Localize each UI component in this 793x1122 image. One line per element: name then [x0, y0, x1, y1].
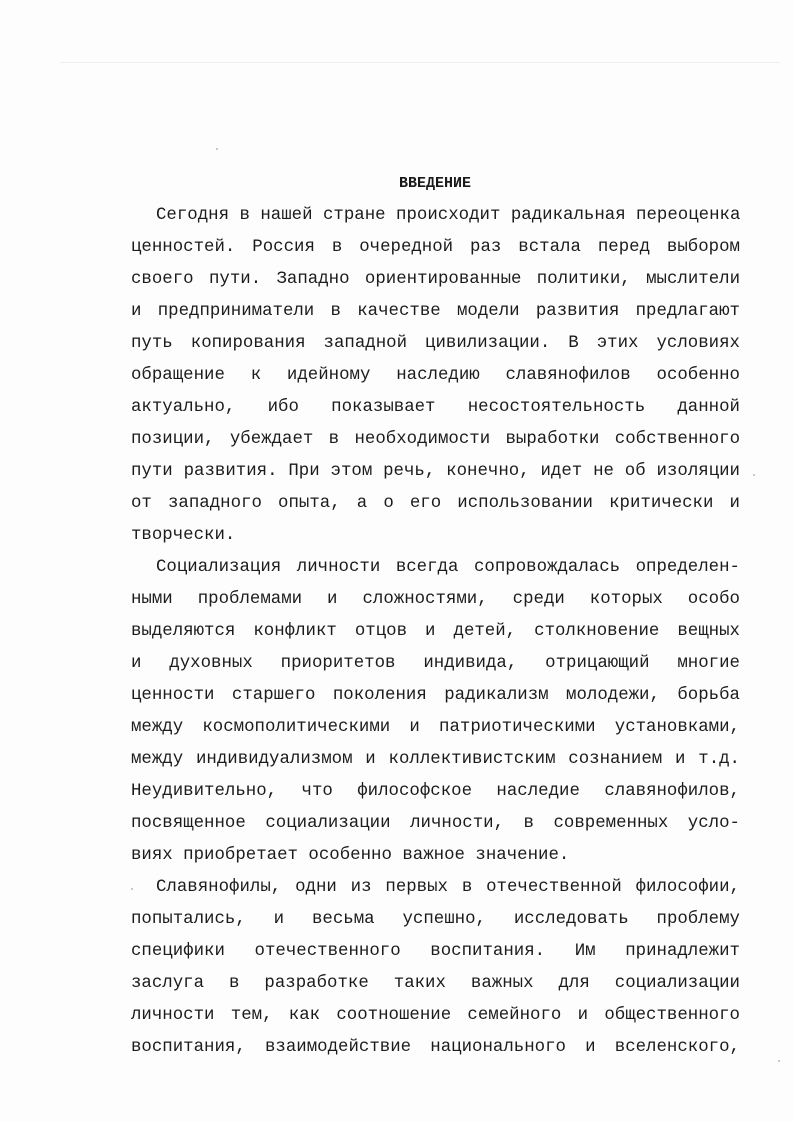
scan-speck	[216, 148, 218, 150]
paragraph-2-line-2: ными проблемами и сложностями, среди которых особо	[131, 590, 740, 609]
paragraph-3-line-6: воспитания, взаимодействие национального и вселенского,	[131, 1038, 740, 1057]
paragraph-1-line-5: путь копирования западной цивилизации. В этих условиях	[131, 334, 740, 353]
paragraph-2-line-9: посвященное социализации личности, в современных усло-	[131, 814, 740, 833]
paragraph-2-line-7: между индивидуализмом и коллективистским сознанием и т.д.	[131, 750, 740, 769]
paragraph-1-line-2: ценностей. Россия в очередной раз встала перед выбором	[131, 238, 740, 257]
paragraph-3-line-5: личности тем, как соотношение семейного и общественного	[131, 1006, 740, 1025]
paragraph-3-line-1: Славянофилы, одни из первых в отечественной философии,	[156, 878, 740, 897]
paragraph-2-line-10: виях приобретает особенно важное значение.	[131, 846, 570, 865]
paragraph-2-line-3: выделяются конфликт отцов и детей, столкновение вещных	[131, 622, 740, 641]
scan-speck	[131, 888, 133, 890]
paragraph-2-line-8: Неудивительно, что философское наследие славянофилов,	[131, 782, 740, 801]
paragraph-2-line-6: между космополитическими и патриотическими установками,	[131, 718, 740, 737]
paragraph-1-line-7: актуально, ибо показывает несостоятельность данной	[131, 398, 740, 417]
paragraph-1-line-3: своего пути. Западно ориентированные политики, мыслители	[131, 270, 740, 289]
paragraph-2-line-4: и духовных приоритетов индивида, отрицающий многие	[131, 654, 740, 673]
paragraph-1-line-6: обращение к идейному наследию славянофилов особенно	[131, 366, 740, 385]
paragraph-2-line-1: Социализация личности всегда сопровождалась определен-	[156, 558, 740, 577]
scan-speck	[778, 1060, 780, 1062]
paragraph-1-line-8: позиции, убеждает в необходимости выработки собственного	[131, 430, 740, 449]
paragraph-1-line-10: от западного опыта, а о его использовании критически и	[131, 494, 740, 513]
paragraph-3-line-4: заслуга в разработке таких важных для социализации	[131, 974, 740, 993]
paragraph-1-line-9: пути развития. При этом речь, конечно, идет не об изоляции	[131, 462, 740, 481]
page-title: ВВЕДЕНИЕ	[398, 175, 471, 192]
paragraph-2-line-5: ценности старшего поколения радикализм молодежи, борьба	[131, 686, 740, 705]
paragraph-3-line-2: попытались, и весьма успешно, исследовать проблему	[131, 910, 740, 929]
scan-speck	[753, 474, 755, 476]
paragraph-1-line-1: Сегодня в нашей стране происходит радикальная переоценка	[156, 206, 741, 225]
scan-edge	[60, 62, 780, 63]
paragraph-3-line-3: специфики отечественного воспитания. Им принадлежит	[131, 942, 740, 961]
paragraph-1-line-11: творчески.	[131, 526, 236, 545]
paragraph-1-line-4: и предприниматели в качестве модели развития предлагают	[131, 302, 740, 321]
